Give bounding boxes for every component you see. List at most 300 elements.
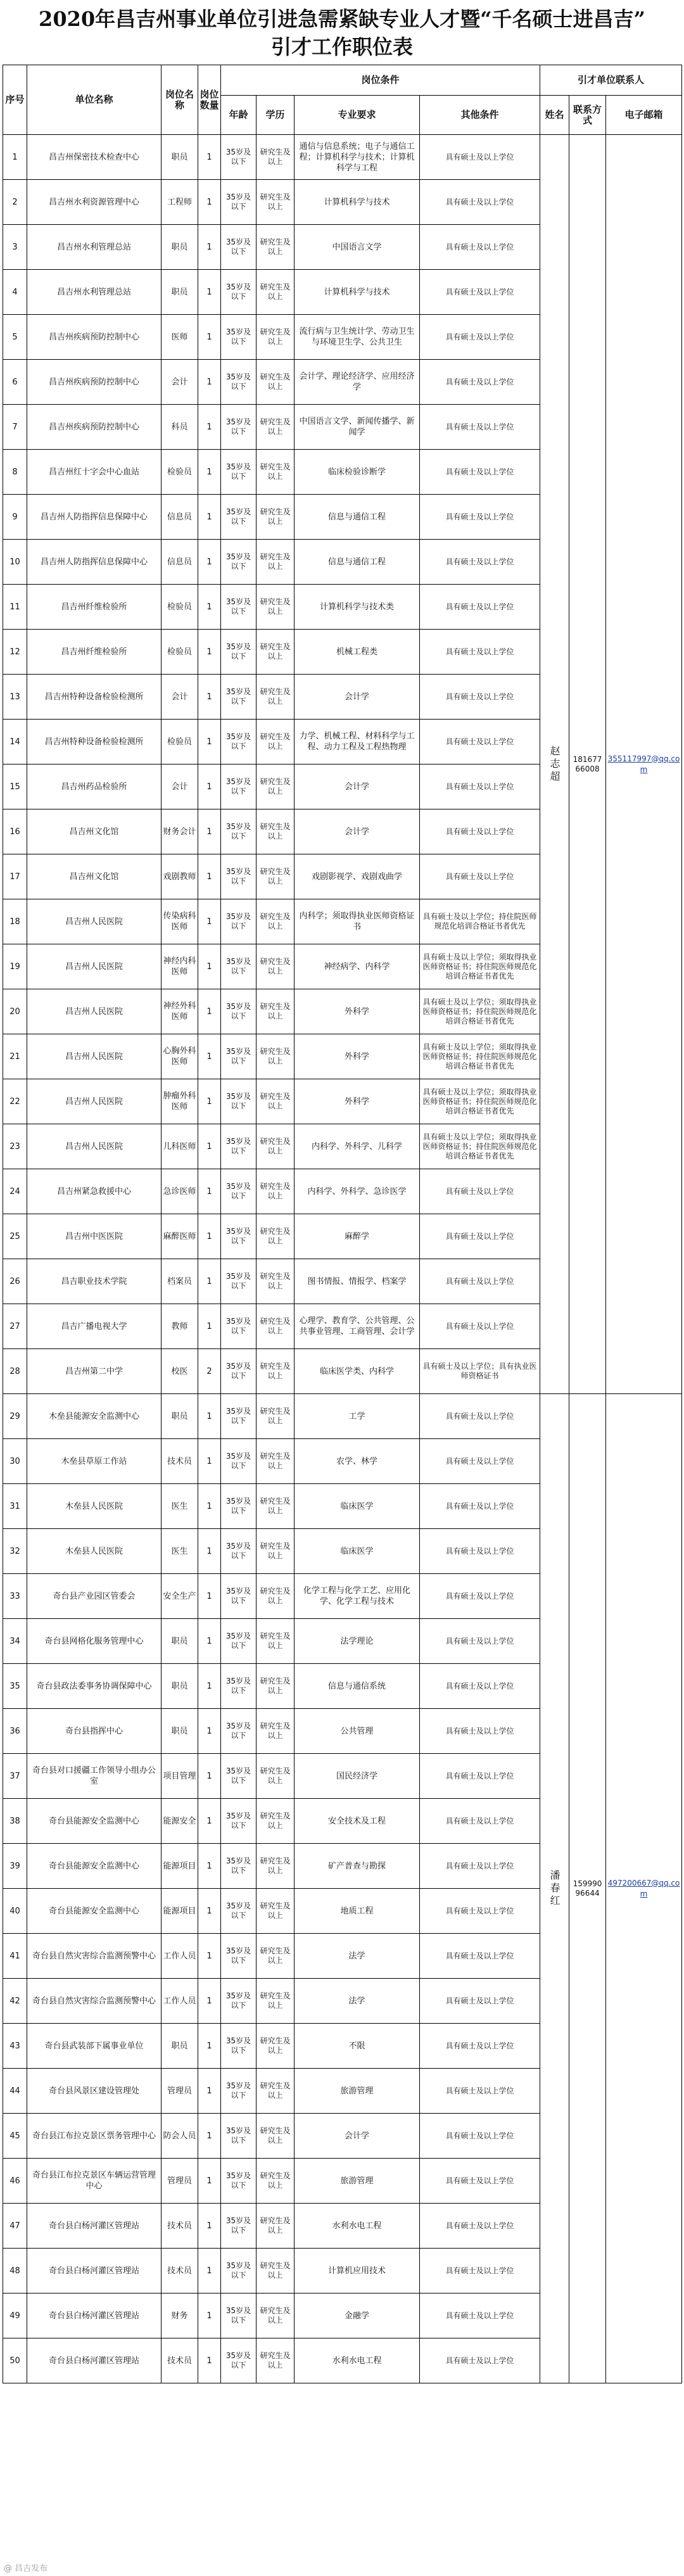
row-seq: 11: [3, 585, 27, 630]
row-unit: 昌吉州疾病预防控制中心: [27, 315, 162, 360]
row-major: 农学、林学: [294, 1439, 420, 1484]
row-post-count: 1: [198, 540, 221, 585]
row-edu: 研究生及以上: [256, 2249, 294, 2294]
row-age: 35岁及以下: [221, 1529, 256, 1574]
row-age: 35岁及以下: [221, 2159, 256, 2204]
row-post-name: 职员: [162, 135, 198, 180]
row-major: 神经病学、内科学: [294, 944, 420, 989]
row-post-count: 1: [198, 180, 221, 225]
row-unit: 昌吉州水利管理总站: [27, 225, 162, 270]
row-other: 具有硕士及以上学位: [420, 675, 540, 720]
row-unit: 木垒县人民医院: [27, 1529, 162, 1574]
row-post-name: 戏剧教师: [162, 854, 198, 899]
row-edu: 研究生及以上: [256, 585, 294, 630]
row-unit: 奇台县产业园区管委会: [27, 1574, 162, 1619]
row-seq: 8: [3, 450, 27, 495]
row-post-name: 安全生产: [162, 1574, 198, 1619]
row-post-count: 1: [198, 1709, 221, 1754]
row-seq: 26: [3, 1259, 27, 1304]
row-unit: 昌吉州人民医院: [27, 1079, 162, 1124]
row-edu: 研究生及以上: [256, 675, 294, 720]
row-other: 具有硕士及以上学位: [420, 2249, 540, 2294]
row-major: 内科学、外科学、急诊医学: [294, 1169, 420, 1214]
row-post-name: 工作人员: [162, 1979, 198, 2024]
row-age: 35岁及以下: [221, 1844, 256, 1889]
row-age: 35岁及以下: [221, 495, 256, 540]
row-major: 信息与通信工程: [294, 495, 420, 540]
row-edu: 研究生及以上: [256, 1169, 294, 1214]
row-unit: 昌吉州红十字会中心血站: [27, 450, 162, 495]
row-edu: 研究生及以上: [256, 1124, 294, 1169]
row-edu: 研究生及以上: [256, 1079, 294, 1124]
row-post-name: 肿瘤外科医师: [162, 1079, 198, 1124]
row-post-count: 1: [198, 225, 221, 270]
row-other: 具有硕士及以上学位；具有执业医师资格证书: [420, 1349, 540, 1394]
row-other: 具有硕士及以上学位: [420, 765, 540, 809]
row-post-name: 财务会计: [162, 809, 198, 854]
row-unit: 奇台县白杨河灌区管理站: [27, 2338, 162, 2383]
row-post-count: 1: [198, 1439, 221, 1484]
row-post-count: 1: [198, 720, 221, 765]
row-age: 35岁及以下: [221, 1754, 256, 1799]
row-age: 35岁及以下: [221, 2338, 256, 2383]
row-age: 35岁及以下: [221, 854, 256, 899]
row-other: 具有硕士及以上学位: [420, 1754, 540, 1799]
row-edu: 研究生及以上: [256, 495, 294, 540]
row-post-count: 1: [198, 1979, 221, 2024]
row-post-name: 档案员: [162, 1259, 198, 1304]
row-post-name: 医生: [162, 1529, 198, 1574]
row-other: 具有硕士及以上学位: [420, 1574, 540, 1619]
row-major: 力学、机械工程、材料科学与工程、动力工程及工程热物理: [294, 720, 420, 765]
row-unit: 奇台县风景区建设管理处: [27, 2069, 162, 2114]
contact-email-link[interactable]: 355117997@qq.com: [607, 754, 680, 774]
row-age: 35岁及以下: [221, 450, 256, 495]
row-other: 具有硕士及以上学位: [420, 405, 540, 450]
row-edu: 研究生及以上: [256, 899, 294, 944]
row-seq: 37: [3, 1754, 27, 1799]
row-seq: 28: [3, 1349, 27, 1394]
row-other: 具有硕士及以上学位；须取得执业医师资格证书；持住院医师规范化培训合格证书者优先: [420, 989, 540, 1034]
row-edu: 研究生及以上: [256, 630, 294, 675]
row-edu: 研究生及以上: [256, 1529, 294, 1574]
row-edu: 研究生及以上: [256, 1214, 294, 1259]
row-unit: 奇台县自然灾害综合监测预警中心: [27, 1934, 162, 1979]
header-edu: 学历: [256, 96, 294, 135]
row-other: 具有硕士及以上学位: [420, 1619, 540, 1664]
row-seq: 24: [3, 1169, 27, 1214]
row-post-name: 职员: [162, 1664, 198, 1709]
row-post-name: 信息员: [162, 495, 198, 540]
row-unit: 奇台县指挥中心: [27, 1709, 162, 1754]
row-edu: 研究生及以上: [256, 135, 294, 180]
row-other: 具有硕士及以上学位: [420, 1979, 540, 2024]
row-edu: 研究生及以上: [256, 1349, 294, 1394]
row-unit: 昌吉州水利管理总站: [27, 270, 162, 315]
row-post-count: 1: [198, 765, 221, 809]
row-post-count: 1: [198, 1394, 221, 1439]
row-age: 35岁及以下: [221, 1574, 256, 1619]
row-unit: 昌吉州文化馆: [27, 809, 162, 854]
row-unit: 奇台县能源安全监测中心: [27, 1799, 162, 1844]
row-edu: 研究生及以上: [256, 989, 294, 1034]
row-post-name: 能源安全: [162, 1799, 198, 1844]
row-post-name: 防会人员: [162, 2114, 198, 2159]
row-post-name: 职员: [162, 1619, 198, 1664]
row-other: 具有硕士及以上学位: [420, 809, 540, 854]
positions-table: [3, 65, 682, 2383]
row-edu: 研究生及以上: [256, 315, 294, 360]
row-seq: 46: [3, 2159, 27, 2204]
row-age: 35岁及以下: [221, 809, 256, 854]
row-other: 具有硕士及以上学位；须取得执业医师资格证书；持住院医师规范化培训合格证书者优先: [420, 1124, 540, 1169]
row-seq: 9: [3, 495, 27, 540]
row-other: 具有硕士及以上学位: [420, 1304, 540, 1349]
row-seq: 3: [3, 225, 27, 270]
row-seq: 1: [3, 135, 27, 180]
row-seq: 7: [3, 405, 27, 450]
row-post-count: 1: [198, 944, 221, 989]
row-post-count: 1: [198, 270, 221, 315]
table-row: [3, 135, 682, 180]
header-post-name: 岗位名称: [162, 65, 198, 135]
row-age: 35岁及以下: [221, 1394, 256, 1439]
row-age: 35岁及以下: [221, 2204, 256, 2249]
row-post-name: 职员: [162, 1394, 198, 1439]
row-seq: 20: [3, 989, 27, 1034]
row-unit: 木垒县能源安全监测中心: [27, 1394, 162, 1439]
row-edu: 研究生及以上: [256, 450, 294, 495]
row-post-count: 1: [198, 675, 221, 720]
row-other: 具有硕士及以上学位: [420, 1799, 540, 1844]
row-unit: 昌吉州第二中学: [27, 1349, 162, 1394]
row-other: 具有硕士及以上学位: [420, 2159, 540, 2204]
row-post-count: 1: [198, 495, 221, 540]
row-unit: 昌吉州纤维检验所: [27, 585, 162, 630]
row-major: 临床医学: [294, 1484, 420, 1529]
row-edu: 研究生及以上: [256, 1709, 294, 1754]
header-contact-email: 电子邮箱: [606, 96, 682, 135]
row-post-count: 1: [198, 2294, 221, 2338]
row-unit: 奇台县政法委事务协调保障中心: [27, 1664, 162, 1709]
row-major: 会计学: [294, 809, 420, 854]
row-major: 旅游管理: [294, 2069, 420, 2114]
row-age: 35岁及以下: [221, 1214, 256, 1259]
row-major: 水利水电工程: [294, 2338, 420, 2383]
row-major: 通信与信息系统；电子与通信工程；计算机科学与技术；计算机科学与工程: [294, 135, 420, 180]
row-seq: 40: [3, 1889, 27, 1934]
row-edu: 研究生及以上: [256, 1304, 294, 1349]
row-major: 旅游管理: [294, 2159, 420, 2204]
row-age: 35岁及以下: [221, 225, 256, 270]
row-post-name: 医师: [162, 315, 198, 360]
row-other: 具有硕士及以上学位: [420, 630, 540, 675]
row-other: 具有硕士及以上学位: [420, 2338, 540, 2383]
row-post-count: 1: [198, 2024, 221, 2069]
row-post-name: 技术员: [162, 2204, 198, 2249]
row-edu: 研究生及以上: [256, 1394, 294, 1439]
row-age: 35岁及以下: [221, 765, 256, 809]
row-post-count: 1: [198, 1304, 221, 1349]
row-edu: 研究生及以上: [256, 1754, 294, 1799]
contact-email-link[interactable]: 497200667@qq.com: [607, 1878, 680, 1898]
row-edu: 研究生及以上: [256, 2069, 294, 2114]
row-seq: 6: [3, 360, 27, 405]
row-age: 35岁及以下: [221, 1439, 256, 1484]
table-row: [3, 1394, 682, 1439]
header-contact-name: 姓名: [540, 96, 569, 135]
row-post-count: 1: [198, 2069, 221, 2114]
row-edu: 研究生及以上: [256, 2024, 294, 2069]
row-age: 35岁及以下: [221, 1799, 256, 1844]
row-unit: 昌吉州疾病预防控制中心: [27, 360, 162, 405]
row-major: 化学工程与化学工艺、应用化学、化学工程与技术: [294, 1574, 420, 1619]
row-major: 外科学: [294, 1034, 420, 1079]
row-edu: 研究生及以上: [256, 944, 294, 989]
row-other: 具有硕士及以上学位: [420, 360, 540, 405]
row-edu: 研究生及以上: [256, 2294, 294, 2338]
header-conditions: 岗位条件: [221, 65, 540, 96]
row-edu: 研究生及以上: [256, 1484, 294, 1529]
row-other: 具有硕士及以上学位: [420, 1934, 540, 1979]
row-major: 计算机科学与技术: [294, 180, 420, 225]
row-other: 具有硕士及以上学位: [420, 135, 540, 180]
row-edu: 研究生及以上: [256, 1799, 294, 1844]
row-seq: 30: [3, 1439, 27, 1484]
header-other: 其他条件: [420, 96, 540, 135]
row-edu: 研究生及以上: [256, 360, 294, 405]
row-other: 具有硕士及以上学位: [420, 1529, 540, 1574]
row-unit: 昌吉州人民医院: [27, 989, 162, 1034]
row-post-name: 医生: [162, 1484, 198, 1529]
row-unit: 奇台县自然灾害综合监测预警中心: [27, 1979, 162, 2024]
row-post-count: 1: [198, 1664, 221, 1709]
row-unit: 奇台县白杨河灌区管理站: [27, 2204, 162, 2249]
row-seq: 36: [3, 1709, 27, 1754]
row-edu: 研究生及以上: [256, 1664, 294, 1709]
row-major: 国民经济学: [294, 1754, 420, 1799]
row-age: 35岁及以下: [221, 1709, 256, 1754]
row-post-name: 管理员: [162, 2159, 198, 2204]
row-seq: 18: [3, 899, 27, 944]
row-edu: 研究生及以上: [256, 270, 294, 315]
row-unit: 昌吉州水利资源管理中心: [27, 180, 162, 225]
row-other: 具有硕士及以上学位: [420, 1394, 540, 1439]
row-edu: 研究生及以上: [256, 720, 294, 765]
row-unit: 昌吉州人民医院: [27, 1034, 162, 1079]
row-edu: 研究生及以上: [256, 1259, 294, 1304]
row-age: 35岁及以下: [221, 944, 256, 989]
row-seq: 17: [3, 854, 27, 899]
row-other: 具有硕士及以上学位: [420, 2294, 540, 2338]
row-edu: 研究生及以上: [256, 2114, 294, 2159]
row-age: 35岁及以下: [221, 180, 256, 225]
row-other: 具有硕士及以上学位: [420, 2024, 540, 2069]
row-major: 法学: [294, 1934, 420, 1979]
row-age: 35岁及以下: [221, 1259, 256, 1304]
row-major: 法学: [294, 1979, 420, 2024]
row-post-name: 传染病科医师: [162, 899, 198, 944]
row-unit: 奇台县能源安全监测中心: [27, 1844, 162, 1889]
row-post-count: 1: [198, 1259, 221, 1304]
row-other: 具有硕士及以上学位；须取得执业医师资格证书；持住院医师规范化培训合格证书者优先: [420, 1034, 540, 1079]
row-major: 安全技术及工程: [294, 1799, 420, 1844]
row-major: 金融学: [294, 2294, 420, 2338]
row-post-name: 检验员: [162, 585, 198, 630]
row-unit: 昌吉州人民医院: [27, 1124, 162, 1169]
row-seq: 4: [3, 270, 27, 315]
row-other: 具有硕士及以上学位: [420, 225, 540, 270]
row-post-name: 技术员: [162, 2338, 198, 2383]
row-major: 机械工程类: [294, 630, 420, 675]
row-unit: 奇台县武装部下属事业单位: [27, 2024, 162, 2069]
row-post-count: 1: [198, 1079, 221, 1124]
row-post-count: 1: [198, 809, 221, 854]
row-other: 具有硕士及以上学位: [420, 450, 540, 495]
row-major: 外科学: [294, 989, 420, 1034]
row-age: 35岁及以下: [221, 270, 256, 315]
row-edu: 研究生及以上: [256, 809, 294, 854]
row-post-name: 会计: [162, 675, 198, 720]
row-seq: 21: [3, 1034, 27, 1079]
row-post-name: 项目管理: [162, 1754, 198, 1799]
row-unit: 昌吉广播电视大学: [27, 1304, 162, 1349]
row-post-name: 检验员: [162, 450, 198, 495]
row-seq: 45: [3, 2114, 27, 2159]
row-post-name: 技术员: [162, 1439, 198, 1484]
contact-phone: 15999096644: [569, 1394, 606, 2383]
row-post-count: 1: [198, 1034, 221, 1079]
row-major: 麻醉学: [294, 1214, 420, 1259]
row-post-count: 1: [198, 1619, 221, 1664]
row-major: 信息与通信系统: [294, 1664, 420, 1709]
row-edu: 研究生及以上: [256, 1439, 294, 1484]
row-edu: 研究生及以上: [256, 1619, 294, 1664]
row-major: 心理学、教育学、公共管理、公共事业管理、工商管理、会计学: [294, 1304, 420, 1349]
row-unit: 昌吉州人防指挥信息保障中心: [27, 540, 162, 585]
row-unit: 木垒县草原工作站: [27, 1439, 162, 1484]
row-age: 35岁及以下: [221, 2024, 256, 2069]
row-other: 具有硕士及以上学位: [420, 854, 540, 899]
row-post-count: 1: [198, 360, 221, 405]
row-seq: 38: [3, 1799, 27, 1844]
row-post-name: 校医: [162, 1349, 198, 1394]
row-age: 35岁及以下: [221, 2294, 256, 2338]
row-seq: 19: [3, 944, 27, 989]
row-age: 35岁及以下: [221, 1979, 256, 2024]
row-other: 具有硕士及以上学位: [420, 1169, 540, 1214]
row-edu: 研究生及以上: [256, 2204, 294, 2249]
row-post-name: 工程师: [162, 180, 198, 225]
row-seq: 15: [3, 765, 27, 809]
row-seq: 13: [3, 675, 27, 720]
row-unit: 奇台县江布拉克景区车辆运营管理中心: [27, 2159, 162, 2204]
row-other: 具有硕士及以上学位；持住院医师规范化培训合格证书者优先: [420, 899, 540, 944]
row-other: 具有硕士及以上学位: [420, 1484, 540, 1529]
row-major: 计算机科学与技术类: [294, 585, 420, 630]
row-seq: 31: [3, 1484, 27, 1529]
row-edu: 研究生及以上: [256, 1934, 294, 1979]
header-contact-phone: 联系方式: [569, 96, 606, 135]
page-subtitle: 引才工作职位表: [270, 35, 413, 59]
row-post-name: 神经外科医师: [162, 989, 198, 1034]
row-edu: 研究生及以上: [256, 2338, 294, 2383]
row-seq: 34: [3, 1619, 27, 1664]
row-post-name: 财务: [162, 2294, 198, 2338]
row-major: 法学理论: [294, 1619, 420, 1664]
contact-email-cell: [606, 135, 682, 1394]
row-major: 临床医学类、内科学: [294, 1349, 420, 1394]
row-major: 会计学: [294, 675, 420, 720]
row-unit: 奇台县江布拉克景区票务管理中心: [27, 2114, 162, 2159]
row-other: 具有硕士及以上学位: [420, 1259, 540, 1304]
row-unit: 昌吉州纤维检验所: [27, 630, 162, 675]
row-unit: 昌吉职业技术学院: [27, 1259, 162, 1304]
row-edu: 研究生及以上: [256, 180, 294, 225]
row-age: 35岁及以下: [221, 135, 256, 180]
row-unit: 奇台县能源安全监测中心: [27, 1889, 162, 1934]
row-age: 35岁及以下: [221, 1034, 256, 1079]
row-post-count: 1: [198, 135, 221, 180]
row-post-count: 1: [198, 2249, 221, 2294]
row-post-name: 能源项目: [162, 1844, 198, 1889]
row-post-name: 心胸外科医师: [162, 1034, 198, 1079]
row-other: 具有硕士及以上学位: [420, 2114, 540, 2159]
row-age: 35岁及以下: [221, 2114, 256, 2159]
row-seq: 14: [3, 720, 27, 765]
row-age: 35岁及以下: [221, 1484, 256, 1529]
row-seq: 41: [3, 1934, 27, 1979]
row-major: 图书情报、情报学、档案学: [294, 1259, 420, 1304]
row-other: 具有硕士及以上学位: [420, 1889, 540, 1934]
page-title: 2020年昌吉州事业单位引进急需紧缺专业人才暨“千名硕士进昌吉”: [39, 7, 645, 31]
row-edu: 研究生及以上: [256, 2159, 294, 2204]
row-unit: 昌吉州人民医院: [27, 899, 162, 944]
header-age: 年龄: [221, 96, 256, 135]
row-major: 会计学: [294, 2114, 420, 2159]
row-unit: 昌吉州药品检验所: [27, 765, 162, 809]
row-post-count: 1: [198, 2204, 221, 2249]
row-unit: 昌吉州疾病预防控制中心: [27, 405, 162, 450]
table-body: [3, 135, 682, 2383]
row-unit: 昌吉州紧急救援中心: [27, 1169, 162, 1214]
row-seq: 29: [3, 1394, 27, 1439]
row-edu: 研究生及以上: [256, 854, 294, 899]
row-seq: 27: [3, 1304, 27, 1349]
row-other: 具有硕士及以上学位: [420, 495, 540, 540]
row-major: 临床医学: [294, 1529, 420, 1574]
row-major: 内科学、外科学、儿科学: [294, 1124, 420, 1169]
row-other: 具有硕士及以上学位: [420, 2069, 540, 2114]
row-other: 具有硕士及以上学位: [420, 1439, 540, 1484]
row-major: 临床检验诊断学: [294, 450, 420, 495]
row-age: 35岁及以下: [221, 1664, 256, 1709]
row-unit: 昌吉州特种设备检验检测所: [27, 675, 162, 720]
row-post-count: 1: [198, 1889, 221, 1934]
row-major: 公共管理: [294, 1709, 420, 1754]
row-post-count: 1: [198, 1799, 221, 1844]
row-post-count: 1: [198, 630, 221, 675]
row-other: 具有硕士及以上学位: [420, 720, 540, 765]
row-unit: 昌吉州保密技术检查中心: [27, 135, 162, 180]
row-other: 具有硕士及以上学位；须取得执业医师资格证书；持住院医师规范化培训合格证书者优先: [420, 944, 540, 989]
row-major: 地质工程: [294, 1889, 420, 1934]
row-post-count: 1: [198, 899, 221, 944]
row-age: 35岁及以下: [221, 1169, 256, 1214]
row-major: 外科学: [294, 1079, 420, 1124]
row-seq: 35: [3, 1664, 27, 1709]
row-seq: 25: [3, 1214, 27, 1259]
